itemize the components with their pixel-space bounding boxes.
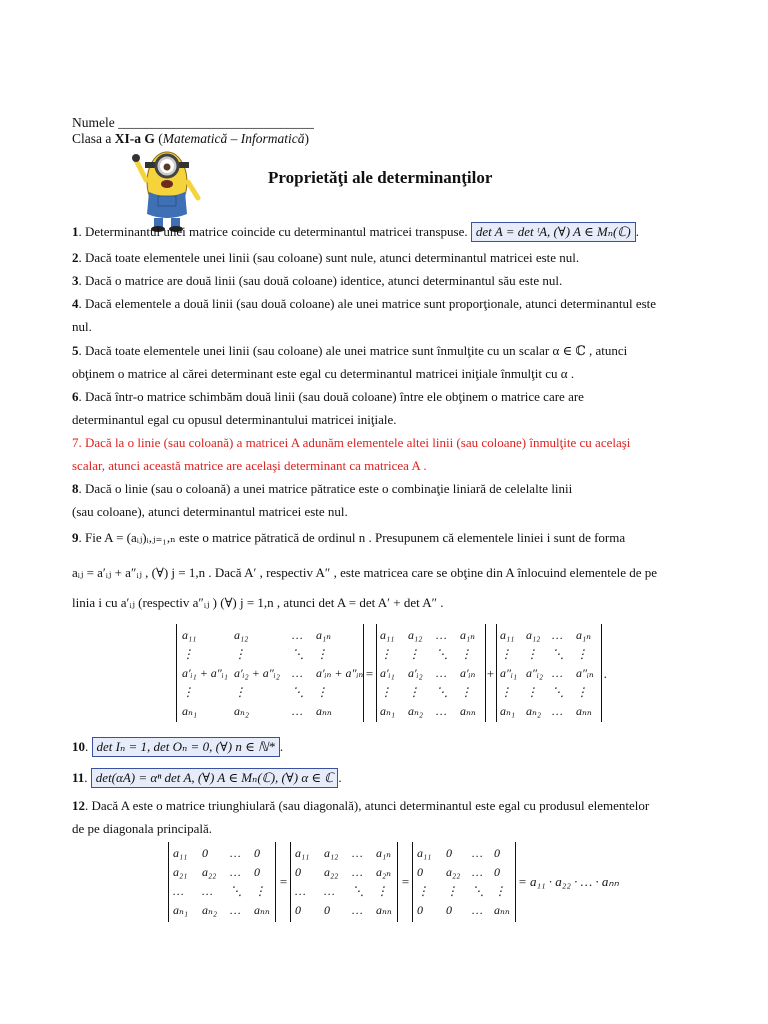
matrix-cell: a₁ₙ — [460, 628, 476, 642]
matrix-cell: aₙ₂ — [526, 704, 542, 718]
determinant-bar-left — [376, 624, 377, 722]
matrix-cell: a₁₁ — [380, 628, 395, 642]
matrix-cell: a₂₂ — [446, 865, 461, 879]
matrix-cell: 0 — [254, 865, 260, 879]
matrix-cell: 0 — [417, 865, 423, 879]
matrix-cell: ⋮ — [380, 647, 392, 661]
property-text: . Dacă o linie (sau o coloană) a unei matrice pătratice este o combinaţie liniară de celelalte linii — [78, 481, 573, 496]
property-4-cont: nul. — [72, 319, 92, 334]
matrix-cell: a₁₁ — [500, 628, 515, 642]
matrix-cell: aₙ₁ — [173, 903, 189, 917]
property-7-cont: scalar, atunci această matrice are acelaşi determinant ca matricea A . — [72, 458, 427, 473]
matrix-equation-9 — [176, 624, 616, 724]
property-tail: . — [635, 224, 639, 239]
matrix-cell: a′ᵢ₁ — [380, 666, 395, 680]
matrix-cell: ⋱ — [436, 685, 448, 699]
matrix-cell: … — [292, 666, 303, 680]
determinant-bar-left — [290, 842, 291, 922]
matrix-cell: ⋮ — [182, 685, 194, 699]
matrix-cell: 0 — [202, 846, 208, 860]
property-2 — [72, 250, 579, 266]
class-paren-open: ( — [154, 131, 163, 146]
property-tail: . — [338, 770, 342, 785]
matrix-cell: a₁ₙ — [316, 628, 332, 642]
matrix-cell: … — [472, 846, 483, 860]
diagonal-product: = a₁₁ · a₂₂ · … · aₙₙ — [518, 874, 619, 889]
matrix-cell: ⋮ — [182, 647, 194, 661]
matrix-cell: aₙ₂ — [202, 903, 218, 917]
matrix-cell: aₙ₁ — [380, 704, 396, 718]
matrix-cell: ⋮ — [417, 884, 429, 898]
matrix-cell: ⋮ — [526, 685, 538, 699]
matrix-cell: ⋮ — [500, 685, 512, 699]
property-number: 8 — [72, 481, 79, 496]
diagonal-determinant — [412, 842, 516, 922]
matrix-cell: aₙ₂ — [408, 704, 424, 718]
matrix-cell: a₂₁ — [173, 865, 188, 879]
matrix-cell: ⋮ — [234, 647, 246, 661]
matrix-cell: ⋮ — [576, 647, 588, 661]
matrix-cell: aₙₙ — [254, 903, 270, 917]
matrix-cell: a″ᵢₙ — [576, 666, 594, 680]
property-text: . Dacă o matrice are două linii (sau două coloane) identice, atunci determinantul său este nul. — [78, 273, 563, 288]
matrix-cell: ⋮ — [460, 647, 472, 661]
matrix-cell: a₁₂ — [234, 628, 249, 642]
matrix-cell: ⋮ — [408, 647, 420, 661]
property-number: 9 — [72, 530, 79, 545]
property-text: . Fie A = (aᵢⱼ)ᵢ,ⱼ₌₁,ₙ este o matrice pătratică de ordinul n . Presupunem că elementele liniei i sunt de forma — [78, 530, 626, 545]
matrix-cell: aₙ₂ — [234, 704, 250, 718]
matrix-cell: … — [552, 628, 563, 642]
matrix-cell: … — [436, 628, 447, 642]
property-tail: . — [279, 739, 284, 754]
formula-box: det A = det ᵗA, (∀) A ∈ Mₙ(ℂ) — [471, 222, 636, 242]
property-number: 10 — [72, 739, 85, 754]
matrix-cell: a′ᵢₙ — [460, 666, 476, 680]
class-subject: Matematică – Informatică — [162, 131, 305, 146]
class-prefix: Clasa a — [72, 131, 115, 146]
class-paren-close: ) — [304, 131, 309, 146]
period: . — [604, 666, 608, 681]
property-text: . Dacă elementele a două linii (sau două coloane) ale unei matrice sunt proporţionale, atunci determinantul este — [78, 296, 657, 311]
determinant-prime — [376, 624, 486, 722]
property-text: . — [84, 770, 91, 785]
matrix-cell: … — [173, 884, 184, 898]
matrix-cell: ⋮ — [376, 884, 388, 898]
matrix-cell: 0 — [254, 846, 260, 860]
property-12 — [72, 798, 649, 814]
matrix-cell: a₂₂ — [324, 865, 339, 879]
matrix-cell: ⋱ — [436, 647, 448, 661]
matrix-cell: 0 — [494, 846, 500, 860]
property-3 — [72, 273, 562, 289]
property-text: . — [85, 739, 92, 754]
minion-illustration — [132, 140, 202, 232]
equals-sign: = — [401, 874, 410, 889]
matrix-cell: a₁₁ — [417, 846, 432, 860]
matrix-cell: ⋱ — [552, 685, 564, 699]
matrix-cell: a₁₂ — [324, 846, 339, 860]
determinant-double-prime — [496, 624, 602, 722]
matrix-cell: ⋮ — [460, 685, 472, 699]
matrix-cell: a′ᵢ₂ — [408, 666, 423, 680]
matrix-cell: … — [324, 884, 335, 898]
matrix-cell: aₙₙ — [376, 903, 392, 917]
matrix-cell: … — [436, 704, 447, 718]
property-9-cont: aᵢⱼ = a′ᵢⱼ + a″ᵢⱼ , (∀) j = 1,n . Dacă A′ , respectiv A″ , este matricea care se obţine din A înlocuind elementele de pe — [72, 565, 658, 580]
determinant-bar-left — [168, 842, 169, 922]
matrix-cell: 0 — [417, 903, 423, 917]
matrix-cell: ⋱ — [292, 647, 304, 661]
property-12-cont: de pe diagonala principală. — [72, 821, 213, 836]
matrix-cell: … — [552, 666, 563, 680]
matrix-cell: a′ᵢ₁ + a″ᵢ₁ — [182, 666, 228, 680]
property-4 — [72, 296, 656, 312]
matrix-cell: … — [292, 628, 303, 642]
property-number: 3 — [72, 273, 79, 288]
matrix-cell: … — [230, 846, 241, 860]
matrix-cell: aₙₙ — [460, 704, 476, 718]
plus-sign: + — [486, 666, 495, 681]
matrix-cell: ⋮ — [316, 647, 328, 661]
property-text: . Dacă toate elementele unei linii (sau coloane) ale unei matrice sunt înmulţite cu un scalar α ∈ ℂ , atunci — [78, 343, 628, 358]
matrix-cell: a′ᵢ₂ + a″ᵢ₂ — [234, 666, 280, 680]
matrix-cell: ⋮ — [254, 884, 266, 898]
property-9 — [72, 530, 625, 546]
matrix-cell: 0 — [446, 903, 452, 917]
matrix-cell: ⋱ — [472, 884, 484, 898]
name-line: Numele _____________________________ — [72, 115, 314, 130]
matrix-cell: a₁₁ — [173, 846, 188, 860]
matrix-cell: ⋮ — [234, 685, 246, 699]
matrix-cell: ⋱ — [352, 884, 364, 898]
property-number: 12 — [72, 798, 85, 813]
matrix-cell: a₁₁ — [295, 846, 310, 860]
matrix-cell: a₁ₙ — [576, 628, 592, 642]
determinant-sum-row — [176, 624, 364, 722]
matrix-cell: aₙₙ — [316, 704, 332, 718]
matrix-cell: aₙₙ — [576, 704, 592, 718]
property-9-cont2: linia i cu a′ᵢⱼ (respectiv a″ᵢⱼ ) (∀) j = 1,n , atunci det A = det A′ + det A″ . — [72, 595, 444, 610]
matrix-cell: ⋮ — [526, 647, 538, 661]
determinant-bar-right — [515, 842, 516, 922]
matrix-cell: 0 — [295, 903, 301, 917]
property-text: . Dacă toate elementele unei linii (sau coloane) sunt nule, atunci determinantul matricei este nul. — [78, 250, 580, 265]
equals-sign: = — [365, 666, 374, 681]
matrix-cell: ⋮ — [576, 685, 588, 699]
matrix-cell: … — [552, 704, 563, 718]
property-11 — [72, 768, 342, 788]
matrix-cell: a₁₁ — [182, 628, 197, 642]
determinant-bar-left — [176, 624, 177, 722]
property-number: 11 — [72, 770, 85, 785]
matrix-cell: ⋱ — [292, 685, 304, 699]
property-6 — [72, 389, 584, 405]
matrix-cell: … — [230, 865, 241, 879]
formula-box: det(αA) = αⁿ det A, (∀) A ∈ Mₙ(ℂ), (∀) α ∈ ℂ — [91, 768, 339, 788]
property-10 — [72, 737, 283, 757]
property-number: 4 — [72, 296, 79, 311]
property-7 — [72, 435, 630, 451]
matrix-cell: ⋮ — [494, 884, 506, 898]
matrix-cell: a₁ₙ — [376, 846, 392, 860]
matrix-cell: … — [436, 666, 447, 680]
matrix-cell: … — [472, 865, 483, 879]
property-5 — [72, 343, 627, 359]
property-1 — [72, 222, 639, 242]
determinant-bar-right — [275, 842, 276, 922]
matrix-cell: … — [230, 903, 241, 917]
determinant-bar-left — [496, 624, 497, 722]
matrix-cell: … — [202, 884, 213, 898]
determinant-bar-right — [601, 624, 602, 722]
equals-sign: = — [279, 874, 288, 889]
property-number: 6 — [72, 389, 79, 404]
matrix-cell: … — [295, 884, 306, 898]
matrix-cell: a′ᵢₙ + a″ᵢₙ — [316, 666, 364, 680]
matrix-cell: … — [292, 704, 303, 718]
lower-triangular-determinant — [168, 842, 276, 922]
matrix-cell: ⋮ — [446, 884, 458, 898]
matrix-cell: aₙ₁ — [500, 704, 516, 718]
matrix-cell: … — [352, 846, 363, 860]
matrix-equation-12 — [168, 842, 628, 924]
upper-triangular-determinant — [290, 842, 398, 922]
matrix-cell: aₙ₁ — [182, 704, 198, 718]
matrix-cell: a″ᵢ₁ — [500, 666, 518, 680]
matrix-cell: a₁₂ — [526, 628, 541, 642]
matrix-cell: ⋱ — [552, 647, 564, 661]
determinant-bar-right — [397, 842, 398, 922]
property-8-cont: (sau coloane), atunci determinantul matricei este nul. — [72, 504, 348, 519]
matrix-cell: a″ᵢ₂ — [526, 666, 544, 680]
matrix-cell: … — [352, 865, 363, 879]
property-text: . Dacă la o linie (sau coloană) a matricei A adunăm elementele altei linii (sau coloane) înmulţite cu acelaşi — [78, 435, 631, 450]
matrix-cell: … — [352, 903, 363, 917]
property-number: 2 — [72, 250, 79, 265]
property-number: 5 — [72, 343, 79, 358]
matrix-cell: aₙₙ — [494, 903, 510, 917]
matrix-cell: 0 — [295, 865, 301, 879]
matrix-cell: a₁₂ — [408, 628, 423, 642]
matrix-cell: a₂₂ — [202, 865, 217, 879]
matrix-cell: ⋮ — [500, 647, 512, 661]
class-value: XI-a G — [114, 131, 155, 146]
matrix-cell: ⋮ — [316, 685, 328, 699]
matrix-cell: ⋮ — [380, 685, 392, 699]
matrix-cell: 0 — [324, 903, 330, 917]
matrix-cell: 0 — [446, 846, 452, 860]
page-title: Proprietăţi ale determinanţilor — [268, 168, 493, 187]
property-5-cont: obţinem o matrice al cărei determinant este egal cu determinantul matricei iniţiale înmulţit cu α . — [72, 366, 575, 381]
property-text: . Dacă A este o matrice triunghiulară (sau diagonală), atunci determinantul este egal cu produsul elementelor — [85, 798, 650, 813]
matrix-cell: 0 — [494, 865, 500, 879]
determinant-bar-left — [412, 842, 413, 922]
property-6-cont: determinantul egal cu opusul determinantului matricei iniţiale. — [72, 412, 397, 427]
matrix-cell: … — [472, 903, 483, 917]
formula-box: det Iₙ = 1, det Oₙ = 0, (∀) n ∈ ℕ* — [92, 737, 280, 757]
matrix-cell: ⋮ — [408, 685, 420, 699]
property-number: 7 — [72, 435, 79, 450]
property-8 — [72, 481, 572, 497]
matrix-cell: ⋱ — [230, 884, 242, 898]
property-text: . Determinantul unei matrice coincide cu determinantul matricei transpuse. — [78, 224, 468, 239]
property-text: . Dacă într-o matrice schimbăm două linii (sau două coloane) între ele obţinem o matrice care are — [78, 389, 584, 404]
property-number: 1 — [72, 224, 79, 239]
matrix-cell: a₂ₙ — [376, 865, 392, 879]
